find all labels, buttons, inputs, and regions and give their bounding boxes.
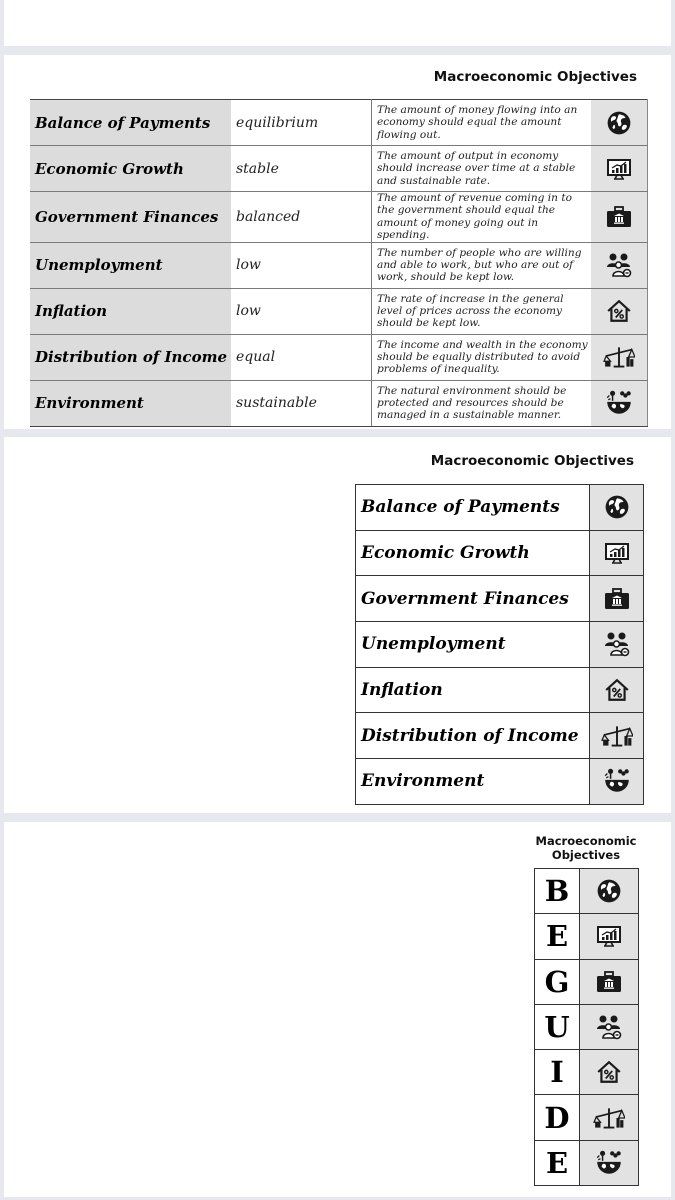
objective-letter: E <box>535 1140 580 1185</box>
objective-name: Balance of Payments <box>356 485 590 531</box>
objective-keyword: sustainable <box>231 380 372 426</box>
globe-icon <box>606 110 632 136</box>
objective-letter: G <box>535 959 580 1004</box>
balance-scale-icon <box>601 723 633 749</box>
objective-letter: I <box>535 1050 580 1095</box>
icon-cell <box>580 1095 639 1140</box>
panel-title-compact <box>534 834 638 862</box>
objective-name: Economic Growth <box>356 530 590 576</box>
icon-cell <box>591 242 648 288</box>
growth-chart-icon <box>603 540 631 566</box>
balance-scale-icon <box>593 1105 625 1131</box>
table-row <box>535 1095 639 1140</box>
globe-icon <box>596 878 622 904</box>
objective-description: The income and wealth in the economy should be equally distributed to avoid problems of inequality. <box>372 334 592 380</box>
table-row <box>356 485 644 531</box>
icon-cell <box>580 959 639 1004</box>
people-group-icon <box>605 251 633 279</box>
objective-keyword: equilibrium <box>231 100 372 146</box>
table-row <box>535 1050 639 1095</box>
objective-description: The rate of increase in the general level of prices across the economy should be kept low. <box>372 288 592 334</box>
table-row <box>30 288 648 334</box>
objectives-names-panel <box>4 437 671 813</box>
icon-cell <box>580 1140 639 1185</box>
icon-cell <box>591 288 648 334</box>
table-row <box>30 192 648 243</box>
table-row <box>30 100 648 146</box>
icon-cell <box>590 530 644 576</box>
icon-cell <box>590 576 644 622</box>
table-row <box>356 622 644 668</box>
table-row <box>356 576 644 622</box>
objectives-acronym-panel <box>4 822 671 1197</box>
objective-name: Economic Growth <box>30 146 231 192</box>
objective-name: Government Finances <box>30 192 231 243</box>
people-group-icon <box>595 1013 623 1041</box>
environment-globe-icon <box>594 1149 624 1177</box>
table-row <box>535 1140 639 1185</box>
objective-keyword: low <box>231 288 372 334</box>
house-percent-icon <box>606 298 632 324</box>
government-briefcase-icon <box>603 586 631 612</box>
objective-name: Government Finances <box>356 576 590 622</box>
table-row <box>535 869 639 914</box>
icon-cell <box>591 146 648 192</box>
growth-chart-icon <box>605 156 633 182</box>
people-group-icon <box>603 630 631 658</box>
title-line-1: Macroeconomic <box>535 834 637 848</box>
table-row <box>30 242 648 288</box>
icon-cell <box>590 759 644 805</box>
objective-keyword: balanced <box>231 192 372 243</box>
icon-cell <box>590 713 644 759</box>
table-row <box>356 759 644 805</box>
objective-name: Unemployment <box>30 242 231 288</box>
objective-keyword: low <box>231 242 372 288</box>
objective-name: Inflation <box>356 667 590 713</box>
table-row <box>356 530 644 576</box>
panel-title: Macroeconomic Objectives <box>433 69 637 85</box>
objective-description: The number of people who are willing and able to work, but who are out of work, should be kept low. <box>372 242 592 288</box>
objective-keyword: equal <box>231 334 372 380</box>
top-panel-fragment <box>4 0 671 46</box>
balance-scale-icon <box>603 344 635 370</box>
icon-cell <box>580 1004 639 1049</box>
table-row <box>356 713 644 759</box>
government-briefcase-icon <box>595 969 623 995</box>
globe-icon <box>604 494 630 520</box>
icon-cell <box>591 380 648 426</box>
objective-description: The amount of output in economy should increase over time at a stable and sustainable rate. <box>372 146 592 192</box>
objective-name: Environment <box>356 759 590 805</box>
house-percent-icon <box>604 677 630 703</box>
objectives-detail-panel <box>4 55 671 429</box>
government-briefcase-icon <box>605 204 633 230</box>
objective-letter: D <box>535 1095 580 1140</box>
icon-cell <box>590 485 644 531</box>
growth-chart-icon <box>595 923 623 949</box>
icon-cell <box>591 100 648 146</box>
objective-name: Unemployment <box>356 622 590 668</box>
table-row <box>535 1004 639 1049</box>
icon-cell <box>591 334 648 380</box>
objective-name: Inflation <box>30 288 231 334</box>
icon-cell <box>580 914 639 959</box>
environment-globe-icon <box>602 767 632 795</box>
environment-globe-icon <box>604 389 634 417</box>
objective-letter: B <box>535 869 580 914</box>
objective-keyword: stable <box>231 146 372 192</box>
objective-name: Environment <box>30 380 231 426</box>
objective-description: The amount of revenue coming in to the government should equal the amount of money going out in spending. <box>372 192 592 243</box>
objectives-detail-table <box>30 99 648 427</box>
objective-name: Distribution of Income <box>356 713 590 759</box>
objective-description: The natural environment should be protected and resources should be managed in a sustainable manner. <box>372 380 592 426</box>
table-row <box>356 667 644 713</box>
objective-letter: U <box>535 1004 580 1049</box>
objective-name: Balance of Payments <box>30 100 231 146</box>
table-row <box>30 380 648 426</box>
objective-letter: E <box>535 914 580 959</box>
icon-cell <box>580 1050 639 1095</box>
title-line-2: Objectives <box>551 848 621 862</box>
icon-cell <box>590 667 644 713</box>
house-percent-icon <box>596 1059 622 1085</box>
objective-name: Distribution of Income <box>30 334 231 380</box>
icon-cell <box>591 192 648 243</box>
table-row <box>30 334 648 380</box>
table-row <box>535 959 639 1004</box>
table-row <box>30 146 648 192</box>
panel-title: Macroeconomic Objectives <box>430 453 634 469</box>
objective-description: The amount of money flowing into an economy should equal the amount flowing out. <box>372 100 592 146</box>
table-row <box>535 914 639 959</box>
icon-cell <box>580 869 639 914</box>
objectives-names-table <box>355 484 644 805</box>
objectives-acronym-table <box>534 868 639 1186</box>
icon-cell <box>590 622 644 668</box>
